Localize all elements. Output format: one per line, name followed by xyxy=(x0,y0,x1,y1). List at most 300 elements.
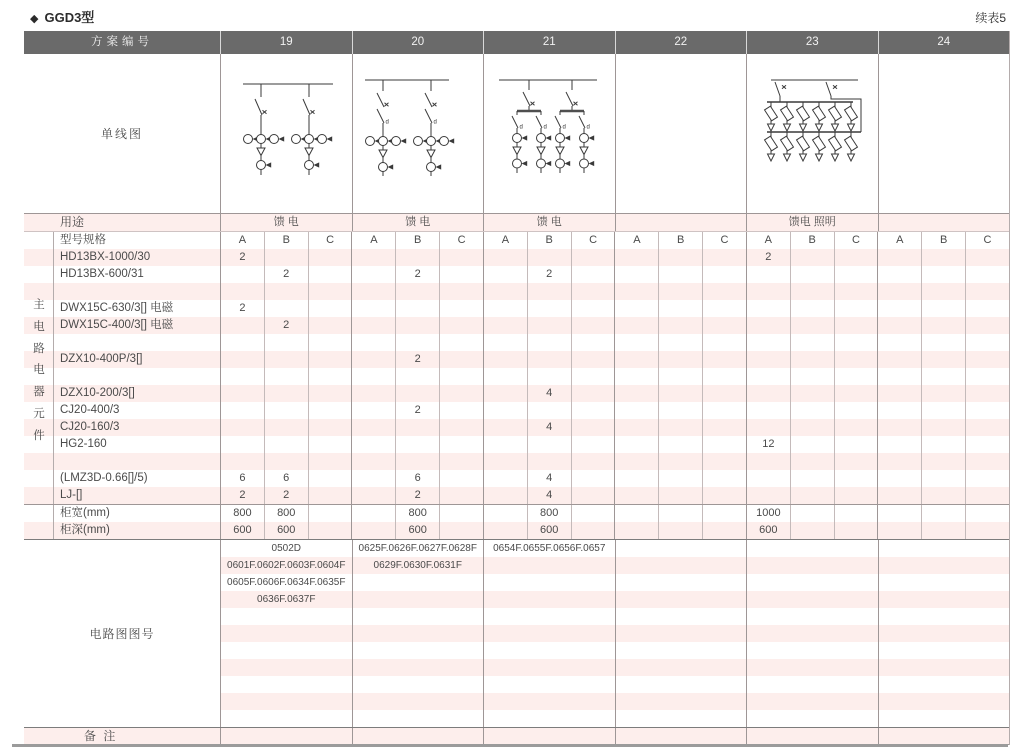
value-cell: 2 xyxy=(220,300,264,317)
value-cell xyxy=(658,317,702,334)
value-cell xyxy=(220,385,264,402)
page-footer-rule xyxy=(12,744,1008,747)
table-row xyxy=(24,283,1009,300)
value-cell xyxy=(702,505,746,522)
row-label-text: DWX15C-400/3[] 电磁 xyxy=(60,319,174,331)
value-cell xyxy=(483,249,527,266)
value-cell xyxy=(439,453,483,470)
table-row xyxy=(24,334,1009,351)
scheme-header-24: 24 xyxy=(878,31,1010,54)
value-cell xyxy=(877,317,921,334)
value-cell xyxy=(395,436,439,453)
value-cell xyxy=(439,300,483,317)
value-cell xyxy=(483,334,527,351)
value-cell xyxy=(614,385,658,402)
circuit-number-cell xyxy=(220,710,352,727)
value-cell xyxy=(965,317,1009,334)
circuit-number-cell xyxy=(746,659,878,676)
circuit-number-cell xyxy=(615,625,747,642)
value-cell xyxy=(921,334,965,351)
value-cell xyxy=(746,368,790,385)
value-cell xyxy=(790,487,834,504)
value-cell xyxy=(220,453,264,470)
value-cell xyxy=(834,522,878,539)
subcol-header-22B: B xyxy=(658,232,702,249)
component-rows-section xyxy=(24,249,1009,504)
value-cell xyxy=(921,402,965,419)
value-cell xyxy=(834,317,878,334)
value-cell xyxy=(702,402,746,419)
value-cell xyxy=(965,283,1009,300)
row-label-text: DZX10-200/3[] xyxy=(60,387,135,399)
value-cell: 4 xyxy=(527,487,571,504)
value-cell xyxy=(658,385,702,402)
value-cell xyxy=(439,487,483,504)
value-cell xyxy=(439,283,483,300)
value-cell xyxy=(483,470,527,487)
subcol-header-23C: C xyxy=(834,232,878,249)
circuit-row xyxy=(220,540,1009,557)
value-cell xyxy=(351,334,395,351)
value-cell xyxy=(877,505,921,522)
value-cell xyxy=(921,487,965,504)
value-cell xyxy=(527,334,571,351)
circuit-row xyxy=(220,659,1009,676)
circuit-number-cell xyxy=(483,608,615,625)
usage-value-22 xyxy=(615,214,747,231)
value-cell: 800 xyxy=(395,505,439,522)
value-cell xyxy=(965,249,1009,266)
value-cell xyxy=(790,436,834,453)
value-cell: 6 xyxy=(395,470,439,487)
row-label xyxy=(24,487,220,504)
value-cell: 6 xyxy=(220,470,264,487)
value-cell xyxy=(877,334,921,351)
subcol-header-19B: B xyxy=(264,232,308,249)
side-strip-segment xyxy=(24,522,54,539)
value-cell: 4 xyxy=(527,470,571,487)
circuit-number-cell xyxy=(483,557,615,574)
circuit-number-cell xyxy=(352,676,484,693)
table-row xyxy=(24,470,1009,487)
value-cell xyxy=(571,385,615,402)
value-cell xyxy=(527,300,571,317)
value-cell xyxy=(439,505,483,522)
value-cell xyxy=(220,368,264,385)
value-cell xyxy=(571,402,615,419)
spec-table xyxy=(24,31,1010,745)
value-cell xyxy=(702,522,746,539)
row-label xyxy=(24,283,220,300)
single-line-diagram-23 xyxy=(747,54,880,213)
side-label-char: 主 xyxy=(33,299,45,311)
value-cell xyxy=(571,351,615,368)
side-strip-segment xyxy=(24,419,54,436)
value-cell: 2 xyxy=(264,266,308,283)
value-cell xyxy=(439,470,483,487)
value-cell xyxy=(527,453,571,470)
side-strip-segment xyxy=(24,351,54,368)
scheme-header-20: 20 xyxy=(352,31,484,54)
value-cell xyxy=(658,402,702,419)
circuit-number-cell xyxy=(352,625,484,642)
row-label xyxy=(24,249,220,266)
value-cell xyxy=(483,385,527,402)
value-cell xyxy=(395,283,439,300)
value-cell: 1000 xyxy=(746,505,790,522)
table-row xyxy=(24,487,1009,504)
circuit-number-cell xyxy=(483,591,615,608)
value-cell xyxy=(834,300,878,317)
value-cell xyxy=(702,249,746,266)
subcol-header-19C: C xyxy=(308,232,352,249)
scheme-header-22: 22 xyxy=(615,31,747,54)
side-label-char: 元 xyxy=(33,407,45,420)
value-cell xyxy=(834,351,878,368)
scheme-header-19: 19 xyxy=(220,31,352,54)
value-cell xyxy=(483,522,527,539)
circuit-number-cell xyxy=(483,693,615,710)
usage-row xyxy=(24,214,1009,232)
value-cell: 2 xyxy=(746,249,790,266)
circuit-number-cell: 0636F.0637F xyxy=(220,591,352,608)
value-cell xyxy=(264,385,308,402)
circuit-number-cell xyxy=(746,540,878,557)
circuit-number-cell xyxy=(352,659,484,676)
value-cell xyxy=(877,283,921,300)
value-cell xyxy=(351,368,395,385)
value-cell xyxy=(483,351,527,368)
value-cell xyxy=(264,334,308,351)
row-label-text: DWX15C-630/3[] 电磁 xyxy=(60,302,174,314)
circuit-number-cell xyxy=(220,693,352,710)
circuit-number-cell xyxy=(352,693,484,710)
value-cell xyxy=(308,522,352,539)
value-cell xyxy=(965,351,1009,368)
value-cell xyxy=(264,368,308,385)
row-label xyxy=(24,385,220,402)
circuit-number-cell xyxy=(746,642,878,659)
value-cell xyxy=(658,419,702,436)
circuit-number-cell xyxy=(878,574,1010,591)
value-cell xyxy=(834,436,878,453)
circuit-number-cell: 0502D xyxy=(220,540,352,557)
value-cell xyxy=(790,368,834,385)
table-row xyxy=(24,505,1009,522)
circuit-row xyxy=(220,557,1009,574)
value-cell xyxy=(834,487,878,504)
value-cell xyxy=(220,334,264,351)
value-cell xyxy=(921,470,965,487)
value-cell xyxy=(658,266,702,283)
row-label-text: 柜宽(mm) xyxy=(60,507,110,519)
value-cell xyxy=(877,351,921,368)
value-cell xyxy=(220,402,264,419)
side-label-char: 器 xyxy=(33,386,45,399)
value-cell xyxy=(921,283,965,300)
value-cell: 600 xyxy=(220,522,264,539)
side-strip-segment xyxy=(24,487,54,504)
value-cell xyxy=(220,266,264,283)
value-cell xyxy=(308,385,352,402)
value-cell xyxy=(571,317,615,334)
value-cell xyxy=(921,436,965,453)
circuit-number-cell: 0654F.0655F.0656F.0657 xyxy=(483,540,615,557)
value-cell xyxy=(308,300,352,317)
row-label xyxy=(24,351,220,368)
value-cell xyxy=(220,436,264,453)
value-cell xyxy=(658,249,702,266)
circuit-number-cell xyxy=(352,574,484,591)
value-cell xyxy=(308,419,352,436)
value-cell xyxy=(834,266,878,283)
row-label-text xyxy=(54,368,60,385)
value-cell xyxy=(702,436,746,453)
value-cell xyxy=(571,266,615,283)
side-strip-segment xyxy=(24,436,54,453)
value-cell xyxy=(834,249,878,266)
value-cell xyxy=(702,419,746,436)
circuit-number-cell xyxy=(878,625,1010,642)
value-cell xyxy=(439,266,483,283)
value-cell xyxy=(746,317,790,334)
side-strip-segment xyxy=(24,470,54,487)
value-cell xyxy=(790,419,834,436)
table-row xyxy=(24,522,1009,539)
usage-value-20: 馈 电 xyxy=(352,214,484,231)
value-cell xyxy=(965,470,1009,487)
value-cell xyxy=(921,249,965,266)
circuit-number-cell xyxy=(615,710,747,727)
circuit-number-cell xyxy=(878,676,1010,693)
circuit-number-cell xyxy=(220,659,352,676)
page-title-text: GGD3型 xyxy=(44,10,95,25)
value-cell: 2 xyxy=(395,266,439,283)
value-cell xyxy=(746,402,790,419)
table-row xyxy=(24,436,1009,453)
diagram-cell-19 xyxy=(220,54,352,213)
value-cell xyxy=(439,385,483,402)
value-cell xyxy=(790,317,834,334)
value-cell xyxy=(658,300,702,317)
value-cell xyxy=(921,300,965,317)
circuit-number-cell xyxy=(220,642,352,659)
value-cell xyxy=(834,283,878,300)
value-cell xyxy=(351,419,395,436)
circuit-number-cell xyxy=(746,574,878,591)
value-cell xyxy=(702,334,746,351)
value-cell xyxy=(439,402,483,419)
dimension-rows-section xyxy=(24,504,1009,540)
circuit-row xyxy=(220,693,1009,710)
value-cell xyxy=(921,453,965,470)
value-cell xyxy=(965,300,1009,317)
value-cell xyxy=(351,436,395,453)
value-cell: 2 xyxy=(395,487,439,504)
value-cell xyxy=(614,402,658,419)
circuit-number-cell: 0629F.0630F.0631F xyxy=(352,557,484,574)
side-strip-segment xyxy=(24,385,54,402)
value-cell xyxy=(965,402,1009,419)
value-cell xyxy=(483,436,527,453)
value-cell xyxy=(483,505,527,522)
notes-cell xyxy=(615,728,747,744)
value-cell xyxy=(790,249,834,266)
circuit-number-cell xyxy=(615,557,747,574)
row-label-text: LJ-[] xyxy=(60,489,83,501)
value-cell: 800 xyxy=(220,505,264,522)
value-cell xyxy=(571,368,615,385)
notes-cell xyxy=(483,728,615,744)
value-cell xyxy=(527,317,571,334)
circuit-number-cell xyxy=(746,710,878,727)
circuit-number-grid xyxy=(220,540,1009,727)
value-cell xyxy=(834,505,878,522)
value-cell xyxy=(264,300,308,317)
row-label-text: HD13BX-1000/30 xyxy=(60,251,151,263)
side-strip-segment xyxy=(24,368,54,385)
usage-value-24 xyxy=(878,214,1010,231)
value-cell xyxy=(790,402,834,419)
side-label-char: 电 xyxy=(33,364,45,377)
circuit-number-cell xyxy=(483,710,615,727)
value-cell xyxy=(351,249,395,266)
single-line-diagram-row xyxy=(24,54,1009,214)
row-label-text: CJ20-160/3 xyxy=(60,421,120,433)
value-cell xyxy=(614,487,658,504)
value-cell xyxy=(527,351,571,368)
value-cell xyxy=(921,505,965,522)
side-strip-segment xyxy=(24,505,54,522)
value-cell xyxy=(746,334,790,351)
value-cell: 2 xyxy=(527,266,571,283)
row-label-text xyxy=(54,453,60,470)
row-label-text: (LMZ3D-0.66[]/5) xyxy=(60,472,148,484)
value-cell xyxy=(351,402,395,419)
circuit-row xyxy=(220,591,1009,608)
value-cell xyxy=(965,385,1009,402)
circuit-row xyxy=(220,625,1009,642)
row-label xyxy=(24,317,220,334)
value-cell xyxy=(264,402,308,419)
value-cell xyxy=(395,334,439,351)
table-row xyxy=(24,317,1009,334)
value-cell: 2 xyxy=(395,351,439,368)
value-cell xyxy=(395,317,439,334)
circuit-number-cell xyxy=(220,625,352,642)
diagram-cell-22 xyxy=(615,54,747,213)
value-cell xyxy=(308,368,352,385)
subcol-header-23B: B xyxy=(790,232,834,249)
value-cell xyxy=(921,317,965,334)
subcol-header-21B: B xyxy=(527,232,571,249)
value-cell xyxy=(921,368,965,385)
value-cell xyxy=(308,402,352,419)
circuit-row xyxy=(220,676,1009,693)
table-row xyxy=(24,402,1009,419)
value-cell xyxy=(308,470,352,487)
value-cell xyxy=(921,522,965,539)
circuit-number-cell xyxy=(483,676,615,693)
circuit-number-cell xyxy=(483,659,615,676)
value-cell xyxy=(877,368,921,385)
circuit-section-label: 电路图图号 xyxy=(24,540,220,727)
value-cell xyxy=(834,368,878,385)
value-cell xyxy=(702,487,746,504)
spec-row-label-text: 型号规格 xyxy=(60,234,106,246)
value-cell xyxy=(527,283,571,300)
side-strip-segment xyxy=(24,334,54,351)
value-cell xyxy=(921,385,965,402)
value-cell xyxy=(658,487,702,504)
notes-cell xyxy=(220,728,352,744)
value-cell xyxy=(702,317,746,334)
value-cell xyxy=(264,249,308,266)
value-cell: 600 xyxy=(746,522,790,539)
value-cell xyxy=(220,283,264,300)
value-cell xyxy=(877,487,921,504)
value-cell xyxy=(790,385,834,402)
value-cell: 600 xyxy=(527,522,571,539)
value-cell xyxy=(395,453,439,470)
value-cell xyxy=(790,505,834,522)
value-cell xyxy=(351,505,395,522)
subcol-header-19A: A xyxy=(220,232,264,249)
value-cell xyxy=(308,351,352,368)
value-cell xyxy=(351,266,395,283)
side-label-char: 电 xyxy=(33,320,45,333)
value-cell xyxy=(483,283,527,300)
diagram-cell-20 xyxy=(352,54,484,213)
value-cell xyxy=(965,368,1009,385)
value-cell xyxy=(965,453,1009,470)
value-cell: 2 xyxy=(395,402,439,419)
row-label xyxy=(24,368,220,385)
value-cell xyxy=(614,505,658,522)
value-cell xyxy=(790,334,834,351)
scheme-header-23: 23 xyxy=(746,31,878,54)
row-label-text: HG2-160 xyxy=(60,438,107,450)
value-cell xyxy=(658,505,702,522)
value-cell xyxy=(834,470,878,487)
continuation-label: 续表5 xyxy=(975,11,1006,25)
value-cell xyxy=(702,266,746,283)
value-cell xyxy=(746,453,790,470)
circuit-number-cell xyxy=(615,642,747,659)
notes-row-label: 备 注 xyxy=(84,729,118,743)
value-cell xyxy=(834,402,878,419)
value-cell xyxy=(877,470,921,487)
subcol-header-22C: C xyxy=(702,232,746,249)
value-cell xyxy=(877,453,921,470)
notes-cell xyxy=(746,728,878,744)
subcol-header-20C: C xyxy=(439,232,483,249)
value-cell xyxy=(264,351,308,368)
value-cell xyxy=(921,266,965,283)
value-cell: 6 xyxy=(264,470,308,487)
value-cell xyxy=(439,317,483,334)
table-row xyxy=(24,453,1009,470)
value-cell xyxy=(614,453,658,470)
value-cell xyxy=(571,334,615,351)
subcol-header-24C: C xyxy=(965,232,1009,249)
title-bar xyxy=(30,7,1006,26)
value-cell xyxy=(395,368,439,385)
circuit-number-cell xyxy=(746,693,878,710)
row-label-text: 柜深(mm) xyxy=(60,524,110,536)
notes-cell xyxy=(878,728,1010,744)
diamond-icon: ◆ xyxy=(30,13,39,25)
